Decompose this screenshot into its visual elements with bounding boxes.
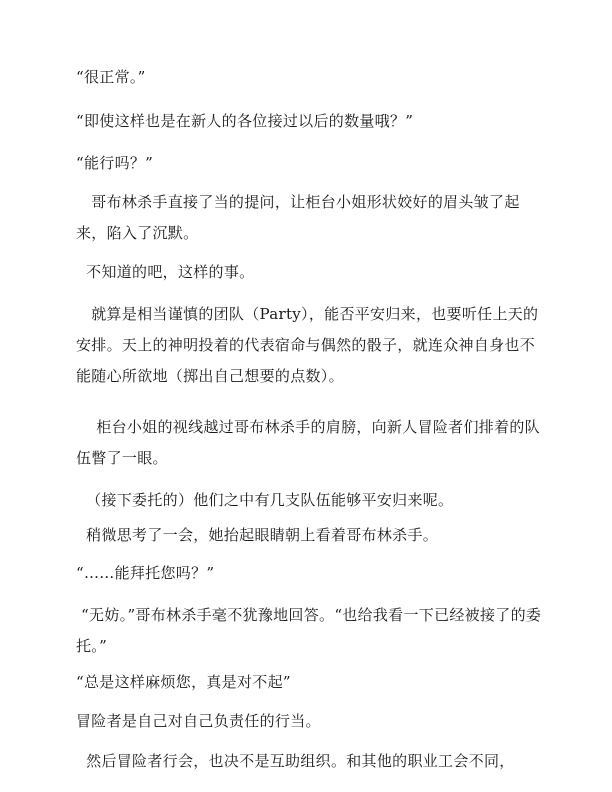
paragraph-12: “总是这样麻烦您，真是对不起” <box>76 673 291 691</box>
paragraph-5: 不知道的吧，这样的事。 <box>76 263 255 281</box>
paragraph-9: 稍微思考了一会，她抬起眼睛朝上看着哥布林杀手。 <box>76 526 439 544</box>
paragraph-11: “无妨。”哥布林杀手毫不犹豫地回答。“也给我看一下已经被接了的委托。” <box>76 606 542 655</box>
paragraph-10: “……能拜托您吗？” <box>76 564 215 582</box>
paragraph-2: “即使这样也是在新人的各位接过以后的数量哦？” <box>76 112 414 130</box>
paragraph-1: “很正常。” <box>76 68 146 86</box>
paragraph-14: 然后冒险者行会，也决不是互助组织。和其他的职业工会不同， <box>76 752 515 770</box>
paragraph-8: （接下委托的）他们之中有几支队伍能够平安归来呢。 <box>76 491 454 509</box>
paragraph-7: 柜台小姐的视线越过哥布林杀手的肩膀，向新人冒险者们排着的队伍瞥了一眼。 <box>76 418 540 467</box>
paragraph-4: 哥布林杀手直接了当的提问，让柜台小姐形状姣好的眉头皱了起来，陷入了沉默。 <box>76 193 520 242</box>
paragraph-13: 冒险者是自己对自己负责任的行当。 <box>76 712 321 730</box>
paragraph-3: “能行吗？” <box>76 154 154 172</box>
paragraph-6: 就算是相当谨慎的团队（Party），能否平安归来，也要听任上天的安排。天上的神明投着的代表宿命与偶然的骰子，就连众神自身也不能随心所欲地（掷出自己想要的点数）。 <box>76 305 539 385</box>
